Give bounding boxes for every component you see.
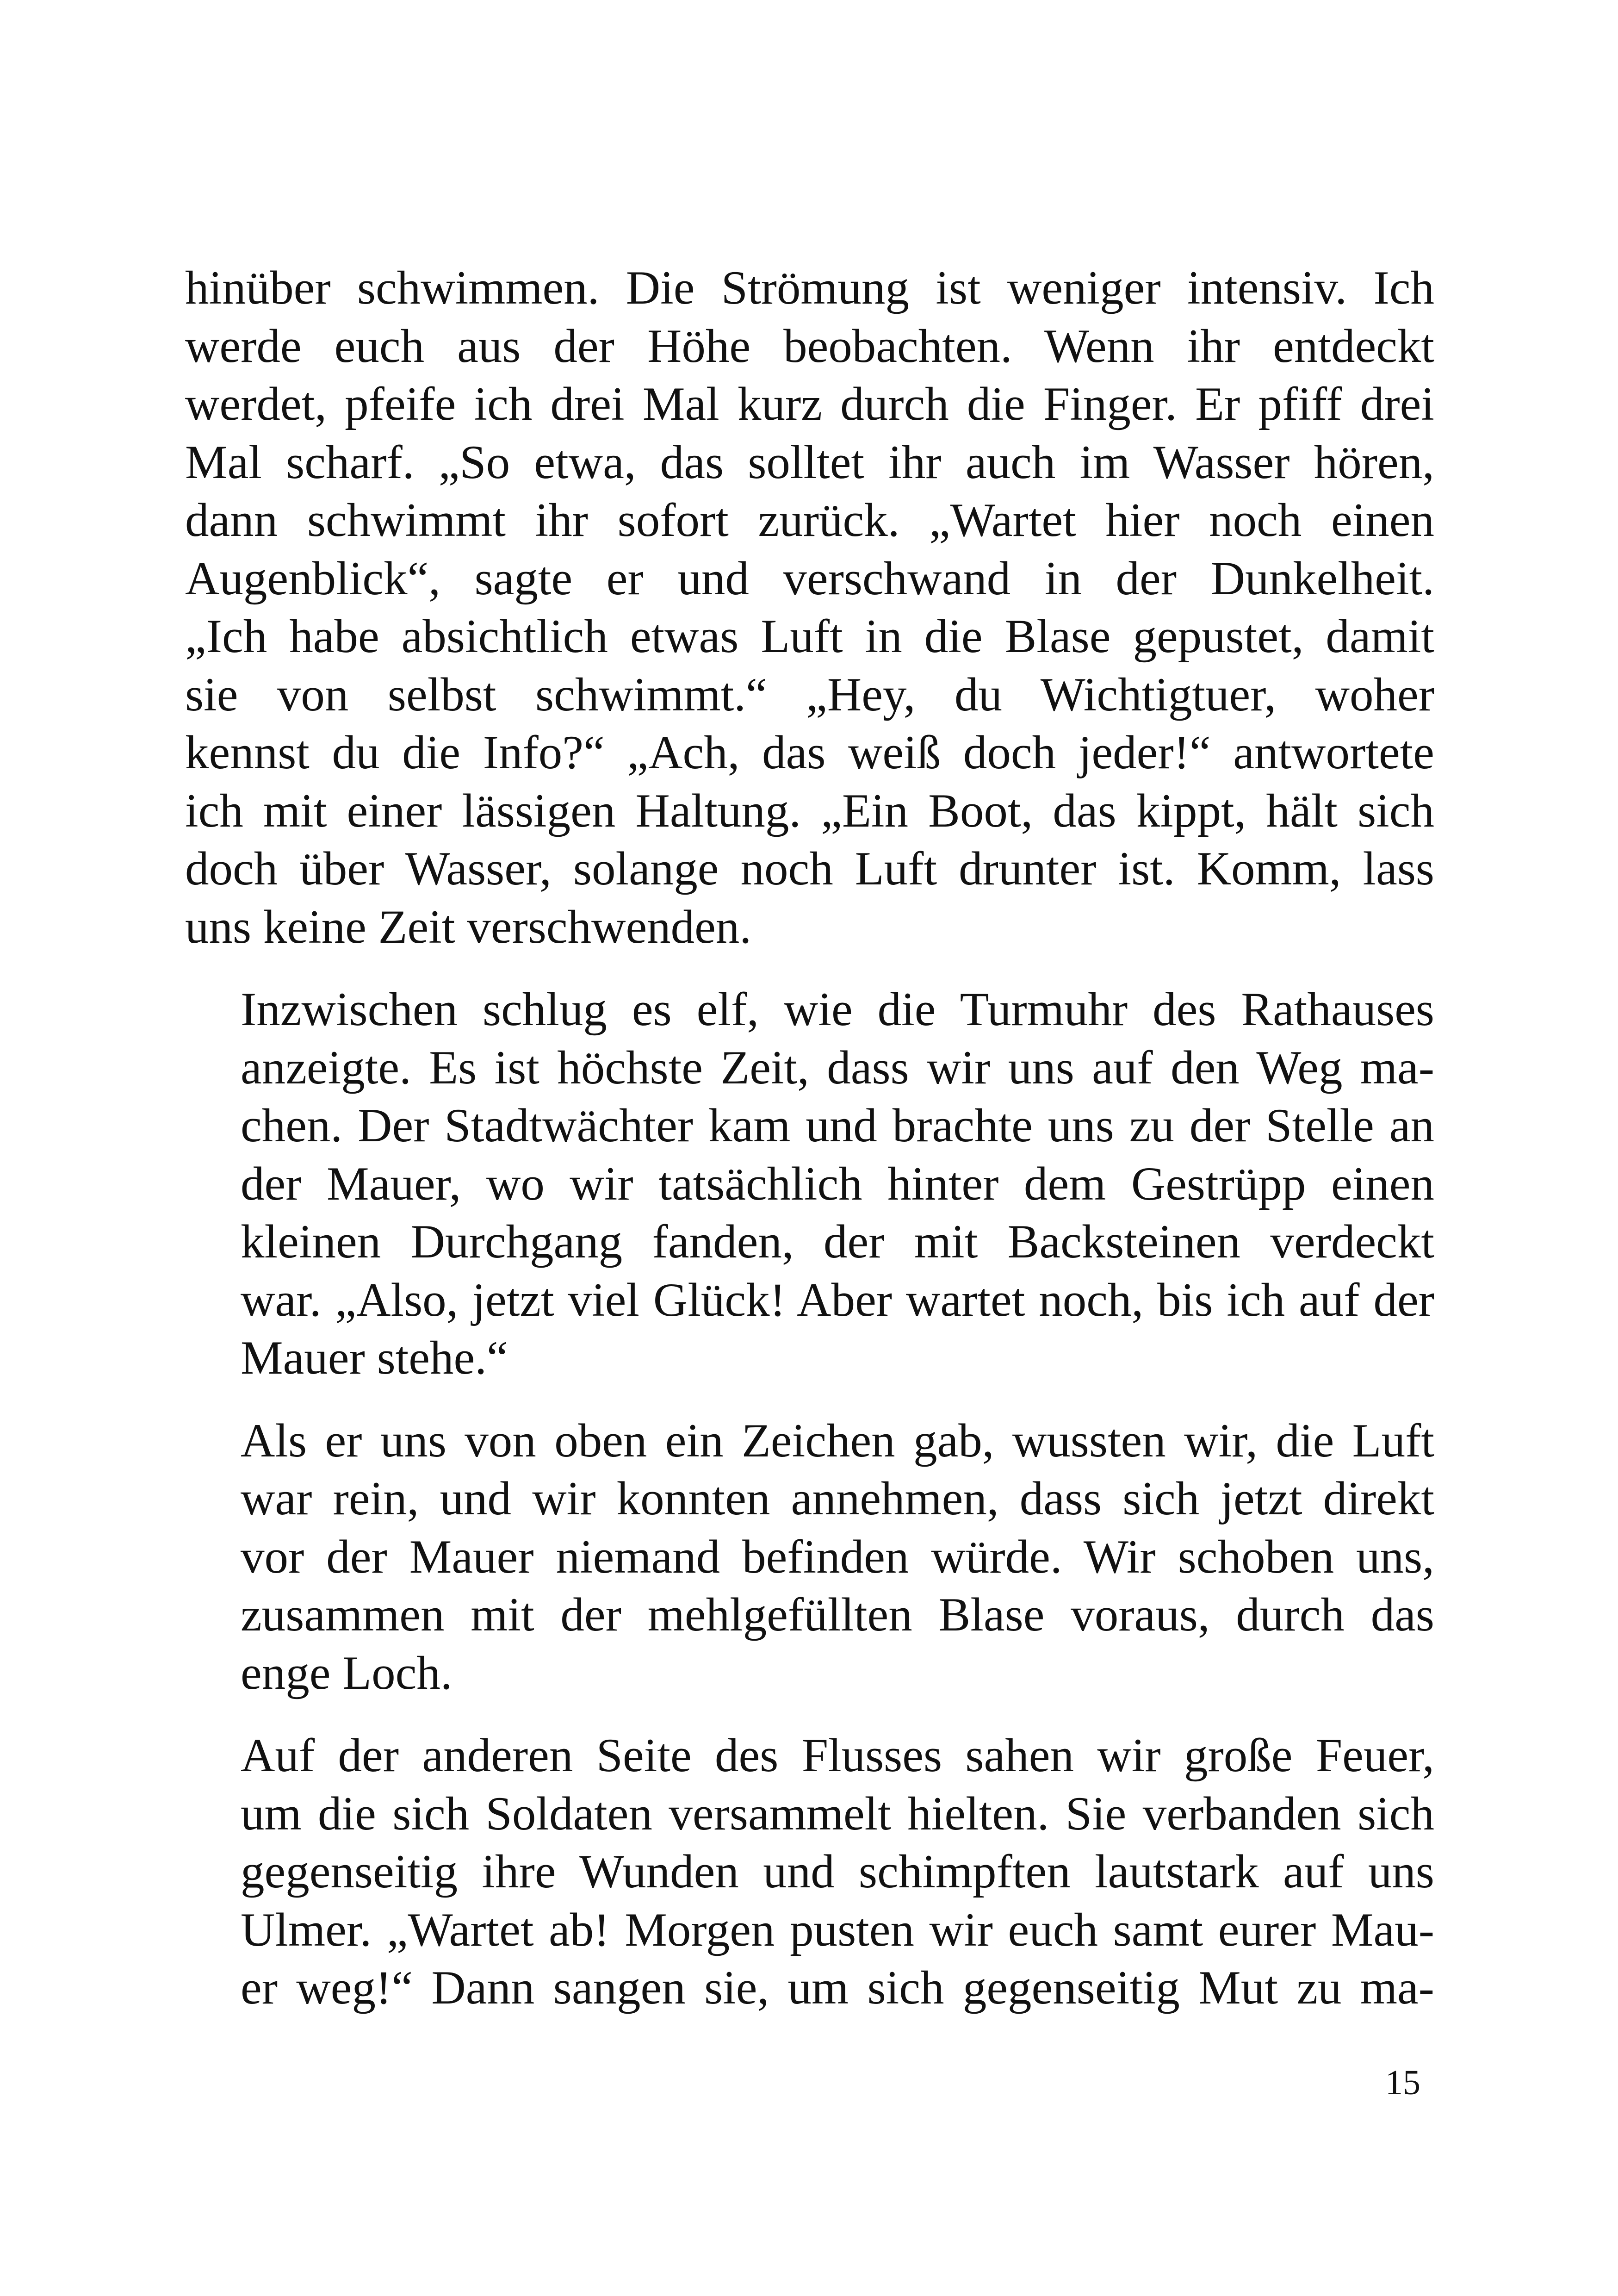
text-line: enge Loch. [241,1646,453,1699]
text-line: Augenblick“, sagte er und verschwand in der Dunkelheit. [185,552,1434,605]
text-line: vor der Mauer niemand befinden würde. Wir schoben uns, [241,1530,1434,1583]
text-line: Inzwischen schlug es elf, wie die Turmuhr des Rathauses [241,983,1434,1036]
paragraph-2 [185,981,1434,1388]
body-text [185,259,1434,2017]
text-line: doch über Wasser, solange noch Luft drunter ist. Komm, lass [185,842,1434,895]
text-line: „Ich habe absichtlich etwas Luft in die Blase gepustet, damit [185,610,1434,663]
text-line: kennst du die Info?“ „Ach, das weiß doch jeder!“ antwortete [185,726,1434,779]
text-line: Ulmer. „Wartet ab! Morgen pusten wir euch samt eurer Mau- [241,1903,1434,1956]
text-line: er weg!“ Dann sangen sie, um sich gegenseitig Mut zu ma- [241,1961,1434,2014]
text-line: ich mit einer lässigen Haltung. „Ein Boot, das kippt, hält sich [185,784,1434,837]
text-line: der Mauer, wo wir tatsächlich hinter dem Gestrüpp einen [241,1157,1434,1210]
text-line: chen. Der Stadtwächter kam und brachte uns zu der Stelle an [241,1099,1434,1152]
text-line: werdet, pfeife ich drei Mal kurz durch die Finger. Er pfiff drei [185,378,1434,430]
paragraph-3 [185,1412,1434,1703]
text-line: anzeigte. Es ist höchste Zeit, dass wir uns auf den Weg ma- [241,1041,1434,1094]
text-line: Als er uns von oben ein Zeichen gab, wussten wir, die Luft [241,1414,1434,1467]
text-line: Mauer stehe.“ [241,1332,508,1384]
text-line: Mal scharf. „So etwa, das solltet ihr auch im Wasser hören, [185,436,1434,489]
page-number: 15 [1385,2063,1420,2102]
text-line: gegenseitig ihre Wunden und schimpften lautstark auf uns [241,1845,1434,1898]
text-line: uns keine Zeit verschwenden. [185,900,752,953]
text-line: um die sich Soldaten versammelt hielten. Sie verbanden sich [241,1787,1434,1840]
text-line: sie von selbst schwimmt.“ „Hey, du Wichtigtuer, woher [185,668,1434,721]
text-line: werde euch aus der Höhe beobachten. Wenn ihr entdeckt [185,319,1434,373]
text-line: Auf der anderen Seite des Flusses sahen wir große Feuer, [241,1729,1434,1782]
text-line: war. „Also, jetzt viel Glück! Aber wartet noch, bis ich auf der [241,1273,1434,1326]
paragraph-1 [185,259,1434,956]
text-line: hinüber schwimmen. Die Strömung ist weniger intensiv. Ich [185,261,1434,314]
text-line: war rein, und wir konnten annehmen, dass sich jetzt direkt [241,1472,1434,1525]
text-line: zusammen mit der mehlgefüllten Blase voraus, durch das [241,1588,1434,1641]
text-line: dann schwimmt ihr sofort zurück. „Wartet hier noch einen [185,494,1434,547]
text-line: kleinen Durchgang fanden, der mit Backsteinen verdeckt [241,1215,1434,1268]
paragraph-4 [185,1727,1434,2017]
